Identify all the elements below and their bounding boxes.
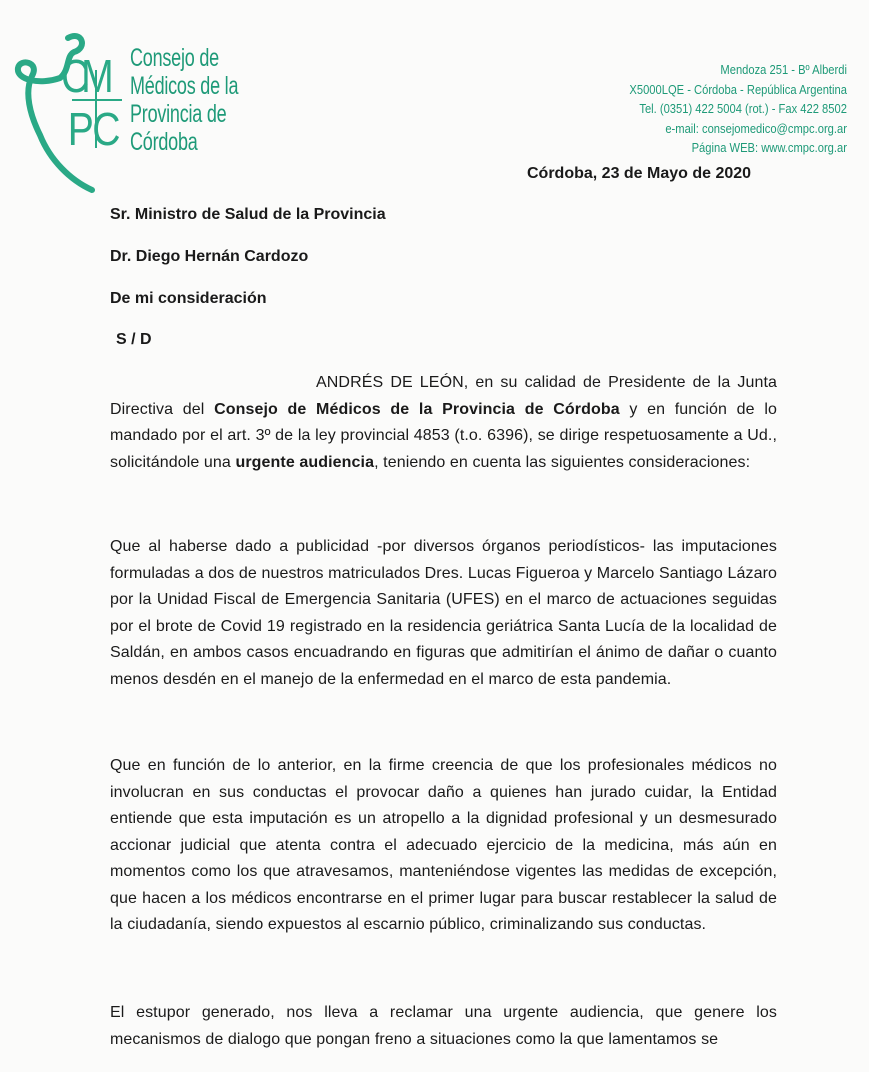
website-line: Página WEB: www.cmpc.org.ar [691,140,847,155]
paragraph-text: El estupor generado, nos lleva a reclamar una urgente audiencia, que genere los mecanismos de dialogo que pongan freno a situaciones como la que lamentamos se [110,1004,777,1048]
logo-monogram-top: CM [61,51,114,103]
org-name-line: Provincia de [130,100,227,128]
postal-line: X5000LQE - Córdoba - República Argentina [629,81,847,97]
org-name-line: Médicos de la [130,72,239,100]
letter-date: Córdoba, 23 de Mayo de 2020 [527,165,752,182]
org-name-line: Consejo de [130,44,219,72]
sd-line: S / D [116,331,152,348]
recipient-name: Dr. Diego Hernán Cardozo [110,248,309,265]
paragraph-text: Que al haberse dado a publicidad -por diversos órganos periodísticos- las imputaciones formuladas a dos de nuestros matriculados Dres. Lucas Figueroa y Marcelo Santiago Lázaro por la Unidad Fiscal de Emergencia Sanitaria (UFES) en el marco de actuaciones seguidas por el brote de Covid 19 registrado en la residencia geriátrica Santa Lucía de la localidad de Saldán, en ambos casos encuadrando en figuras que admitirían el ánimo de dañar o cuanto menos desdén en el manejo de la enfermedad en el marco de esta pandemia. [110,538,777,688]
email-line: e-mail: consejomedico@cmpc.org.ar [665,120,847,136]
paragraph-text: Que en función de lo anterior, en la firme creencia de que los profesionales médicos no involucran en sus conductas el provocar daño a quienes han jurado cuidar, la Entidad entiende que esta imputación es un atropello a la dignidad profesional y un desmesurado accionar judicial que atenta contra el adecuado ejercicio de la medicina, más aún en momentos como los que atravesamos, manteniéndose vigentes las medidas de excepción, que hacen a los médicos encontrarse en el primer lugar para buscar restablecer la salud de la ciudadanía, siendo expuestos al escarnio público, criminalizando sus conductas. [110,757,777,933]
paragraph-intro [110,370,777,476]
salutation: De mi consideración [110,290,267,307]
urgent-audience: urgente audiencia [235,453,375,471]
paragraph-2 [110,534,777,693]
org-name-line: Córdoba [130,128,198,156]
logo-monogram-bottom: PC [67,104,121,156]
org-name-bold: Consejo de Médicos de la Provincia de Córdoba [214,400,620,418]
sender-name: ANDRÉS DE LEÓN, [316,374,469,391]
text-run: y en función de lo mandado por el art. 3º de la ley provincial 4853 (t.o. 6396), se dirige respetuosamente a Ud., solicitándole una [110,400,777,471]
address-line: Mendoza 251 - Bº Alberdi [720,62,847,77]
paragraph-4 [110,1000,777,1053]
org-name [130,44,238,156]
text-run: , teniendo en cuenta las siguientes consideraciones: [374,453,751,471]
text-run: en su calidad de Presidente de la Junta Directiva del [110,374,778,418]
recipient-title: Sr. Ministro de Salud de la Provincia [110,206,386,223]
contact-block [594,60,847,158]
phone-line: Tel. (0351) 422 5004 (rot.) - Fax 422 8502 [639,101,847,116]
paragraph-3 [110,753,777,939]
